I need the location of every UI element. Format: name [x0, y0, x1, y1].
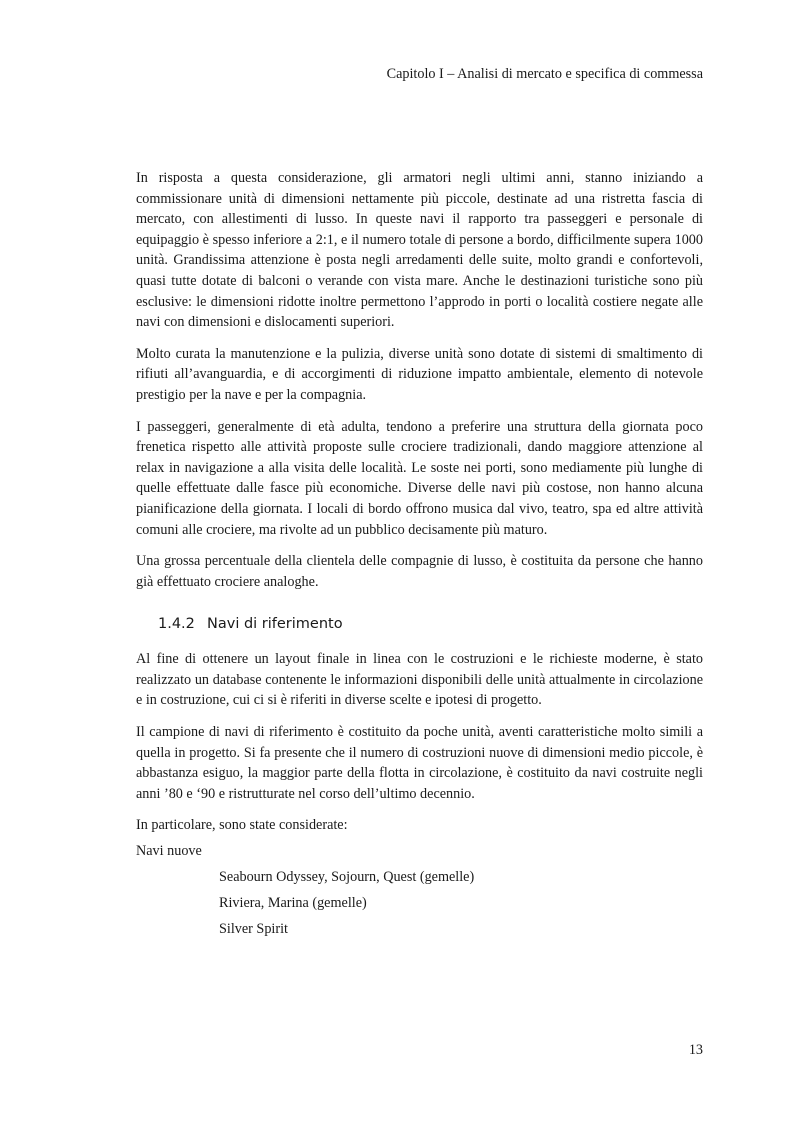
list-item: Silver Spirit [219, 921, 288, 938]
paragraph: Molto curata la manutenzione e la pulizia, diverse unità sono dotate di sistemi di smaltimento di rifiuti all’avanguardia, e di accorgimenti di riduzione impatto ambientale, elemento di notevole prestigio per la nave e per la compagnia. [136, 345, 703, 403]
list-item: Seabourn Odyssey, Sojourn, Quest (gemelle) [219, 869, 475, 886]
section-title: Navi di riferimento [207, 616, 343, 633]
ship-list [136, 867, 703, 939]
page-number: 13 [688, 1042, 703, 1058]
paragraph: Il campione di navi di riferimento è costituito da poche unità, aventi caratteristiche molto simili a quella in progetto. Si fa presente che il numero di costruzioni nuove di dimensioni medio piccole, è abbastanza esiguo, la maggior parte della flotta in circolazione, è costituito da navi costruite negli anni ’80 e ‘90 e ristrutturate nel corso dell’ultimo decennio. [136, 724, 703, 802]
running-header: Capitolo I – Analisi di mercato e specifica di commessa [386, 66, 703, 82]
page-body [136, 168, 703, 945]
section-number: 1.4.2 [158, 616, 195, 633]
paragraph: Al fine di ottenere un layout finale in linea con le costruzioni e le richieste moderne, è stato realizzato un database contenente le informazioni disponibili delle unità attualmente in circolazione e in costruzione, cui ci si è riferiti in diverse scelte e ipotesi di progetto. [136, 651, 703, 709]
list-item: Riviera, Marina (gemelle) [219, 895, 367, 912]
list-heading: Navi nuove [136, 843, 202, 860]
intro-line: In particolare, sono state considerate: [136, 817, 348, 834]
section-heading [158, 614, 703, 634]
paragraph: In risposta a questa considerazione, gli armatori negli ultimi anni, stanno iniziando a commissionare unità di dimensioni nettamente più piccole, destinate ad una ristretta fascia di mercato, con allestimenti di lusso. In queste navi il rapporto tra passeggeri e personale di equipaggio è spesso inferiore a 2:1, e il numero totale di persone a bordo, difficilmente supera 1000 unità. Grandissima attenzione è posta negli arredamenti delle suite, molto grandi e confortevoli, quasi tutte dotate di balconi o verande con vista mare. Anche le destinazioni turistiche sono più esclusive: le dimensioni ridotte inoltre permettono l’approdo in porti o località costiere negate alle navi con dimensioni e dislocamenti superiori. [136, 170, 703, 331]
paragraph: Una grossa percentuale della clientela delle compagnie di lusso, è costituita da persone che hanno già effettuato crociere analoghe. [136, 553, 703, 590]
paragraph: I passeggeri, generalmente di età adulta, tendono a preferire una struttura della giornata poco frenetica rispetto alle attività proposte sulle crociere tradizionali, dando maggiore attenzione al relax in navigazione a alla visita delle località. Le soste nei porti, sono mediamente più lunghe di quelle effettuate dalle fasce più economiche. Diverse delle navi più costose, non hanno alcuna pianificazione della giornata. I locali di bordo offrono musica dal vivo, teatro, spa ed altre attività comuni alle crociere, ma rivolte ad un pubblico decisamente più maturo. [136, 418, 703, 538]
